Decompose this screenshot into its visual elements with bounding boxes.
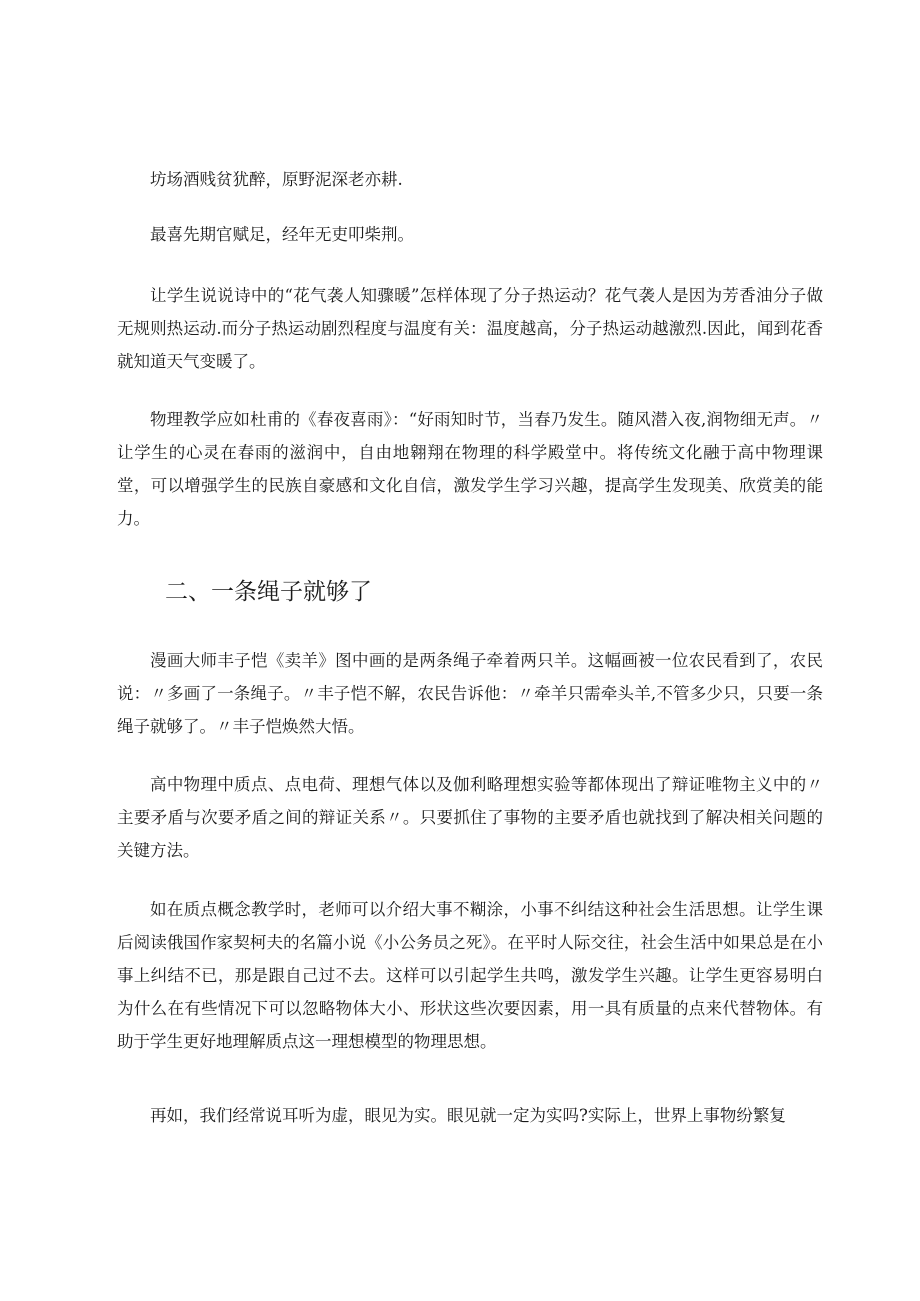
- section-heading: 二、一条绳子就够了: [165, 579, 372, 605]
- paragraph-ideal-models: 高中物理中质点、点电荷、理想气体以及伽利略理想实验等都体现出了辩证唯物主义中的〃主要矛盾与次要矛盾之间的辩证关系〃。只要抓住了事物的主要矛盾也就找到了解决相关问题的关键方法。: [117, 775, 823, 860]
- paragraph-sheep-painting: 漫画大师丰子恺《卖羊》图中画的是两条绳子牵着两只羊。这幅画被一位农民看到了，农民说：〃多画了一条绳子。〃丰子恺不解，农民告诉他：〃牵羊只需牵头羊,不管多少只，只要一条绳子就够了。〃丰子恺焕然大悟。: [117, 651, 823, 736]
- poem-line-2: 最喜先期官赋足，经年无吏叩柴荆。: [150, 225, 414, 244]
- paragraph-seeing-believing: 再如，我们经常说耳听为虚，眼见为实。眼见就一定为实吗?实际上，世界上事物纷繁复: [150, 1106, 786, 1125]
- paragraph-mass-point: 如在质点概念教学时，老师可以介绍大事不糊涂，小事不纠结这种社会生活思想。让学生课后阅读俄国作家契柯夫的名篇小说《小公务员之死》。在平时人际交往，社会生活中如果总是在小事上纠结不已，那是跟自己过不去。这样可以引起学生共鸣，激发学生兴趣。让学生更容易明白为什么在有些情况下可以忽略物体大小、形状这些次要因素，用一具有质量的点来代替物体。有助于学生更好地理解质点这一理想模型的物理思想。: [117, 900, 823, 1051]
- poem-line-1: 坊场酒贱贫犹醉，原野泥深老亦耕.: [150, 170, 403, 189]
- paragraph-spring-rain: 物理教学应如杜甫的《春夜喜雨》：“好雨知时节，当春乃发生。随风潜入夜,润物细无声。〃让学生的心灵在春雨的滋润中，自由地翱翔在物理的科学殿堂中。将传统文化融于高中物理课堂，可以增强学生的民族自豪感和文化自信，激发学生学习兴趣，提高学生发现美、欣赏美的能力。: [117, 410, 823, 528]
- paragraph-fragrance: 让学生说说诗中的“花气袭人知骤暖”怎样体现了分子热运动？花气袭人是因为芳香油分子做无规则热运动.而分子热运动剧烈程度与温度有关：温度越高，分子热运动越激烈.因此，闻到花香就知道天气变暖了。: [117, 286, 823, 371]
